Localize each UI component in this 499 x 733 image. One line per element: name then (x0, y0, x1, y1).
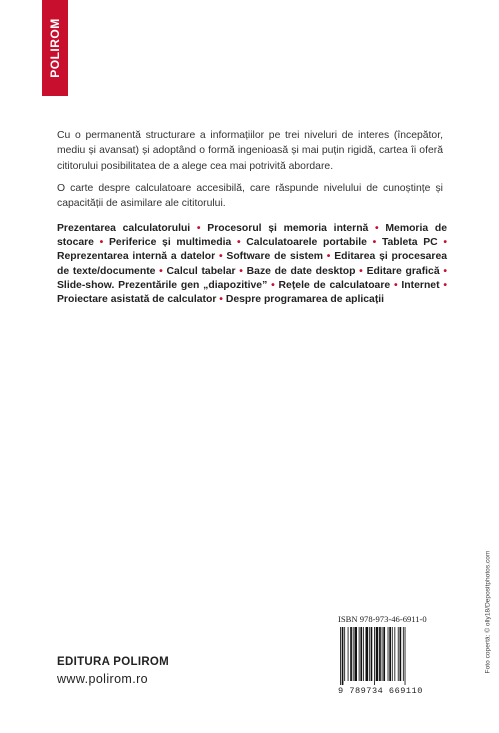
topic-item: Slide-show. Prezentările gen „diapozitive” (57, 279, 268, 291)
book-description (57, 128, 443, 218)
description-paragraph-1: Cu o permanentă structurare a informațiilor pe trei niveluri de interes (începător, mediu și avansat) și adoptând o formă ingenioasă și mai puțin rigidă, cartea îi oferă cititorului posibilitatea de a alege cea mai potrivită abordare. (57, 130, 443, 172)
isbn-number: ISBN 978-973-46-6911-0 (338, 614, 427, 624)
isbn-block (338, 614, 440, 696)
publisher-name: EDITURA POLIROM (57, 656, 170, 668)
topic-item: Editarea și procesarea de texte/documente (57, 251, 448, 277)
bullet-separator: • (190, 223, 208, 234)
topic-item: Internet (401, 279, 440, 291)
bullet-separator: • (355, 265, 367, 277)
bullet-separator: • (235, 265, 247, 277)
publisher-logo-label: POLIROM (48, 18, 62, 78)
bullet-separator: • (439, 265, 447, 277)
photo-credit: Foto copertă: © olly18/Depositphotos.com (484, 550, 492, 674)
topic-item: Prezentarea calculatorului (57, 223, 191, 234)
bullet-separator: • (267, 279, 279, 291)
bullet-separator: • (155, 265, 167, 277)
publisher-info (57, 656, 169, 686)
topic-item: Procesorul și memoria internă (207, 223, 369, 234)
bullet-separator: • (437, 237, 447, 249)
bullet-separator: • (439, 279, 447, 291)
topic-item: Tableta PC (381, 237, 438, 249)
barcode-icon (338, 627, 440, 685)
topic-item: Software de sistem (226, 251, 323, 263)
topic-item: Reprezentarea internă a datelor (57, 251, 216, 263)
topic-item: Calculatoarele portabile (246, 237, 367, 249)
barcode-digits: 9 789734 669110 (338, 686, 423, 696)
topic-item: Calcul tabelar (166, 265, 236, 277)
bullet-separator: • (368, 223, 386, 234)
bullet-separator: • (215, 251, 227, 263)
topic-item: Periferice și multimedia (109, 237, 232, 249)
topic-item: Proiectare asistată de calculator (57, 294, 217, 306)
publisher-logo-tab (42, 0, 68, 96)
topic-item: Editare grafică (366, 265, 440, 277)
description-paragraph-2: O carte despre calculatoare accesibilă, care răspunde nivelului de cunoștințe și capacității de asimilare ale cititorului. (57, 182, 443, 210)
bullet-separator: • (390, 279, 402, 291)
topic-item: Despre programarea de aplicații (225, 294, 385, 306)
bullet-separator: • (322, 251, 335, 263)
topic-item: Baze de date desktop (246, 265, 356, 277)
bullet-separator: • (216, 294, 226, 306)
topics-list (57, 222, 447, 307)
publisher-website: www.polirom.ro (57, 672, 149, 686)
topic-item: Memoria de stocare (57, 223, 447, 249)
bullet-separator: • (93, 237, 109, 249)
bullet-separator: • (366, 237, 382, 249)
topic-item: Rețele de calculatoare (278, 279, 391, 291)
bullet-separator: • (231, 237, 247, 249)
